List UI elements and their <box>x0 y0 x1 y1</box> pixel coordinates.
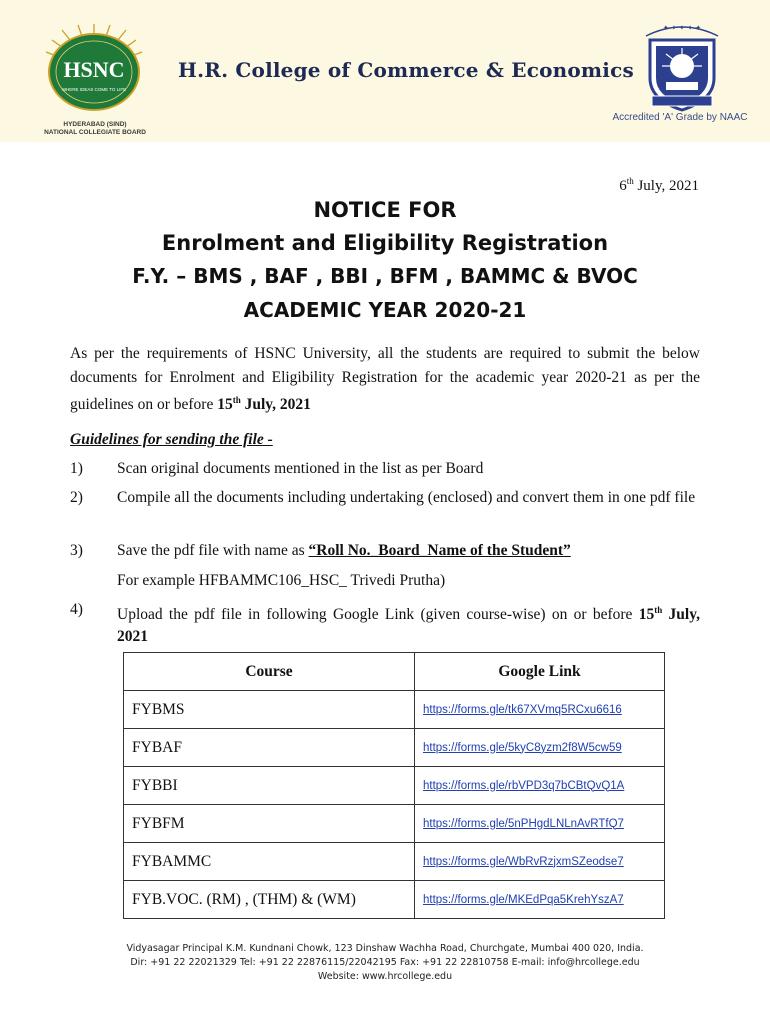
course-cell: FYBAF <box>124 729 415 767</box>
notice-title-line1: NOTICE FOR <box>313 198 457 222</box>
google-form-link[interactable]: https://forms.gle/tk67XVmq5RCxu6616 <box>415 691 665 729</box>
letterhead-band <box>0 0 770 142</box>
example-text: For example HFBAMMC106_HSC_ Trivedi Prutha) <box>117 572 446 589</box>
paragraph-text: As per the requirements of HSNC University, all the students are required to submit the below documents for Enrolment and Eligibility Registration for the academic year 2020-21 as per the guidelines on or before <box>70 345 700 414</box>
hsnc-board-caption <box>30 121 160 137</box>
google-form-link[interactable]: https://forms.gle/5nPHgdLNLnAvRTfQ7 <box>415 805 665 843</box>
column-header-course: Course <box>124 653 415 691</box>
svg-text:✦ ✦ ✦ ✦ ✦: ✦ ✦ ✦ ✦ ✦ <box>662 24 702 32</box>
guidelines-heading: Guidelines for sending the file - <box>70 431 273 448</box>
notice-date <box>619 176 699 195</box>
footer-line2: Dir: +91 22 22021329 Tel: +91 22 22876115/22042195 Fax: +91 22 22810758 E-mail: info@hrcollege.edu <box>130 957 640 968</box>
table-row <box>124 805 665 843</box>
item-text: Save the pdf file with name as <box>117 542 309 559</box>
item-deadline: 15th July, 2021 <box>117 605 700 646</box>
hsnc-board-line2: NATIONAL COLLEGIATE BOARD <box>44 129 146 136</box>
college-name: H.R. College of Commerce & Economics <box>178 58 634 82</box>
naac-accreditation: Accredited 'A' Grade by NAAC <box>612 112 748 123</box>
table-row <box>124 843 665 881</box>
hsnc-logo <box>42 22 146 118</box>
google-form-link[interactable]: https://forms.gle/MKEdPqa5KrehYszA7 <box>415 881 665 919</box>
item-number: 1) <box>70 460 83 477</box>
item-text-wrap <box>117 599 700 648</box>
item-number: 4) <box>70 601 83 618</box>
course-cell: FYBMS <box>124 691 415 729</box>
date-suffix: th <box>626 176 634 186</box>
item-text: Compile all the documents including undertaking (enclosed) and convert them in one pdf file <box>117 489 696 506</box>
google-form-link[interactable]: https://forms.gle/WbRvRzjxmSZeodse7 <box>415 843 665 881</box>
footer-address <box>0 942 770 984</box>
file-name-format: “Roll No._Board_Name of the Student” <box>308 542 571 559</box>
table-row <box>124 767 665 805</box>
course-cell: FYBAMMC <box>124 843 415 881</box>
item-text: Upload the pdf file in following Google Link (given course-wise) on or before <box>117 606 639 624</box>
notice-paragraph <box>70 342 700 417</box>
paragraph-deadline: 15th July, 2021 <box>217 395 311 414</box>
google-form-link[interactable]: https://forms.gle/rbVPD3q7bCBtQvQ1A <box>415 767 665 805</box>
hsnc-logo-text: HSNC <box>63 57 125 82</box>
date-rest: July, 2021 <box>633 178 699 194</box>
item-text: Scan original documents mentioned in the list as per Board <box>117 460 484 477</box>
course-cell: FYBBI <box>124 767 415 805</box>
column-header-link: Google Link <box>415 653 665 691</box>
hsnc-logo-motto: WHERE IDEAS COME TO LIFE <box>61 87 127 92</box>
item-number: 2) <box>70 489 83 506</box>
course-cell: FYB.VOC. (RM) , (THM) & (WM) <box>124 881 415 919</box>
course-cell: FYBFM <box>124 805 415 843</box>
footer-line3: Website: www.hrcollege.edu <box>317 971 453 982</box>
table-row <box>124 729 665 767</box>
table-row <box>124 881 665 919</box>
item-number: 3) <box>70 542 83 559</box>
hsnc-board-line1: HYDERABAD (SIND) <box>63 121 127 128</box>
college-seal-icon <box>636 16 728 112</box>
table-row <box>124 691 665 729</box>
date-day: 6 <box>619 178 627 194</box>
footer-line1: Vidyasagar Principal K.M. Kundnani Chowk, 123 Dinshaw Wachha Road, Churchgate, Mumbai 400 020, India. <box>126 943 644 954</box>
table-header-row <box>124 653 665 691</box>
notice-title-line2: Enrolment and Eligibility Registration <box>161 231 609 255</box>
google-form-link[interactable]: https://forms.gle/5kyC8yzm2f8W5cw59 <box>415 729 665 767</box>
item-text-wrap <box>117 540 700 562</box>
notice-title-line4: ACADEMIC YEAR 2020-21 <box>243 298 527 322</box>
course-links-table <box>123 652 665 919</box>
notice-title-line3: F.Y. – BMS , BAF , BBI , BFM , BAMMC & BVOC <box>132 264 638 288</box>
